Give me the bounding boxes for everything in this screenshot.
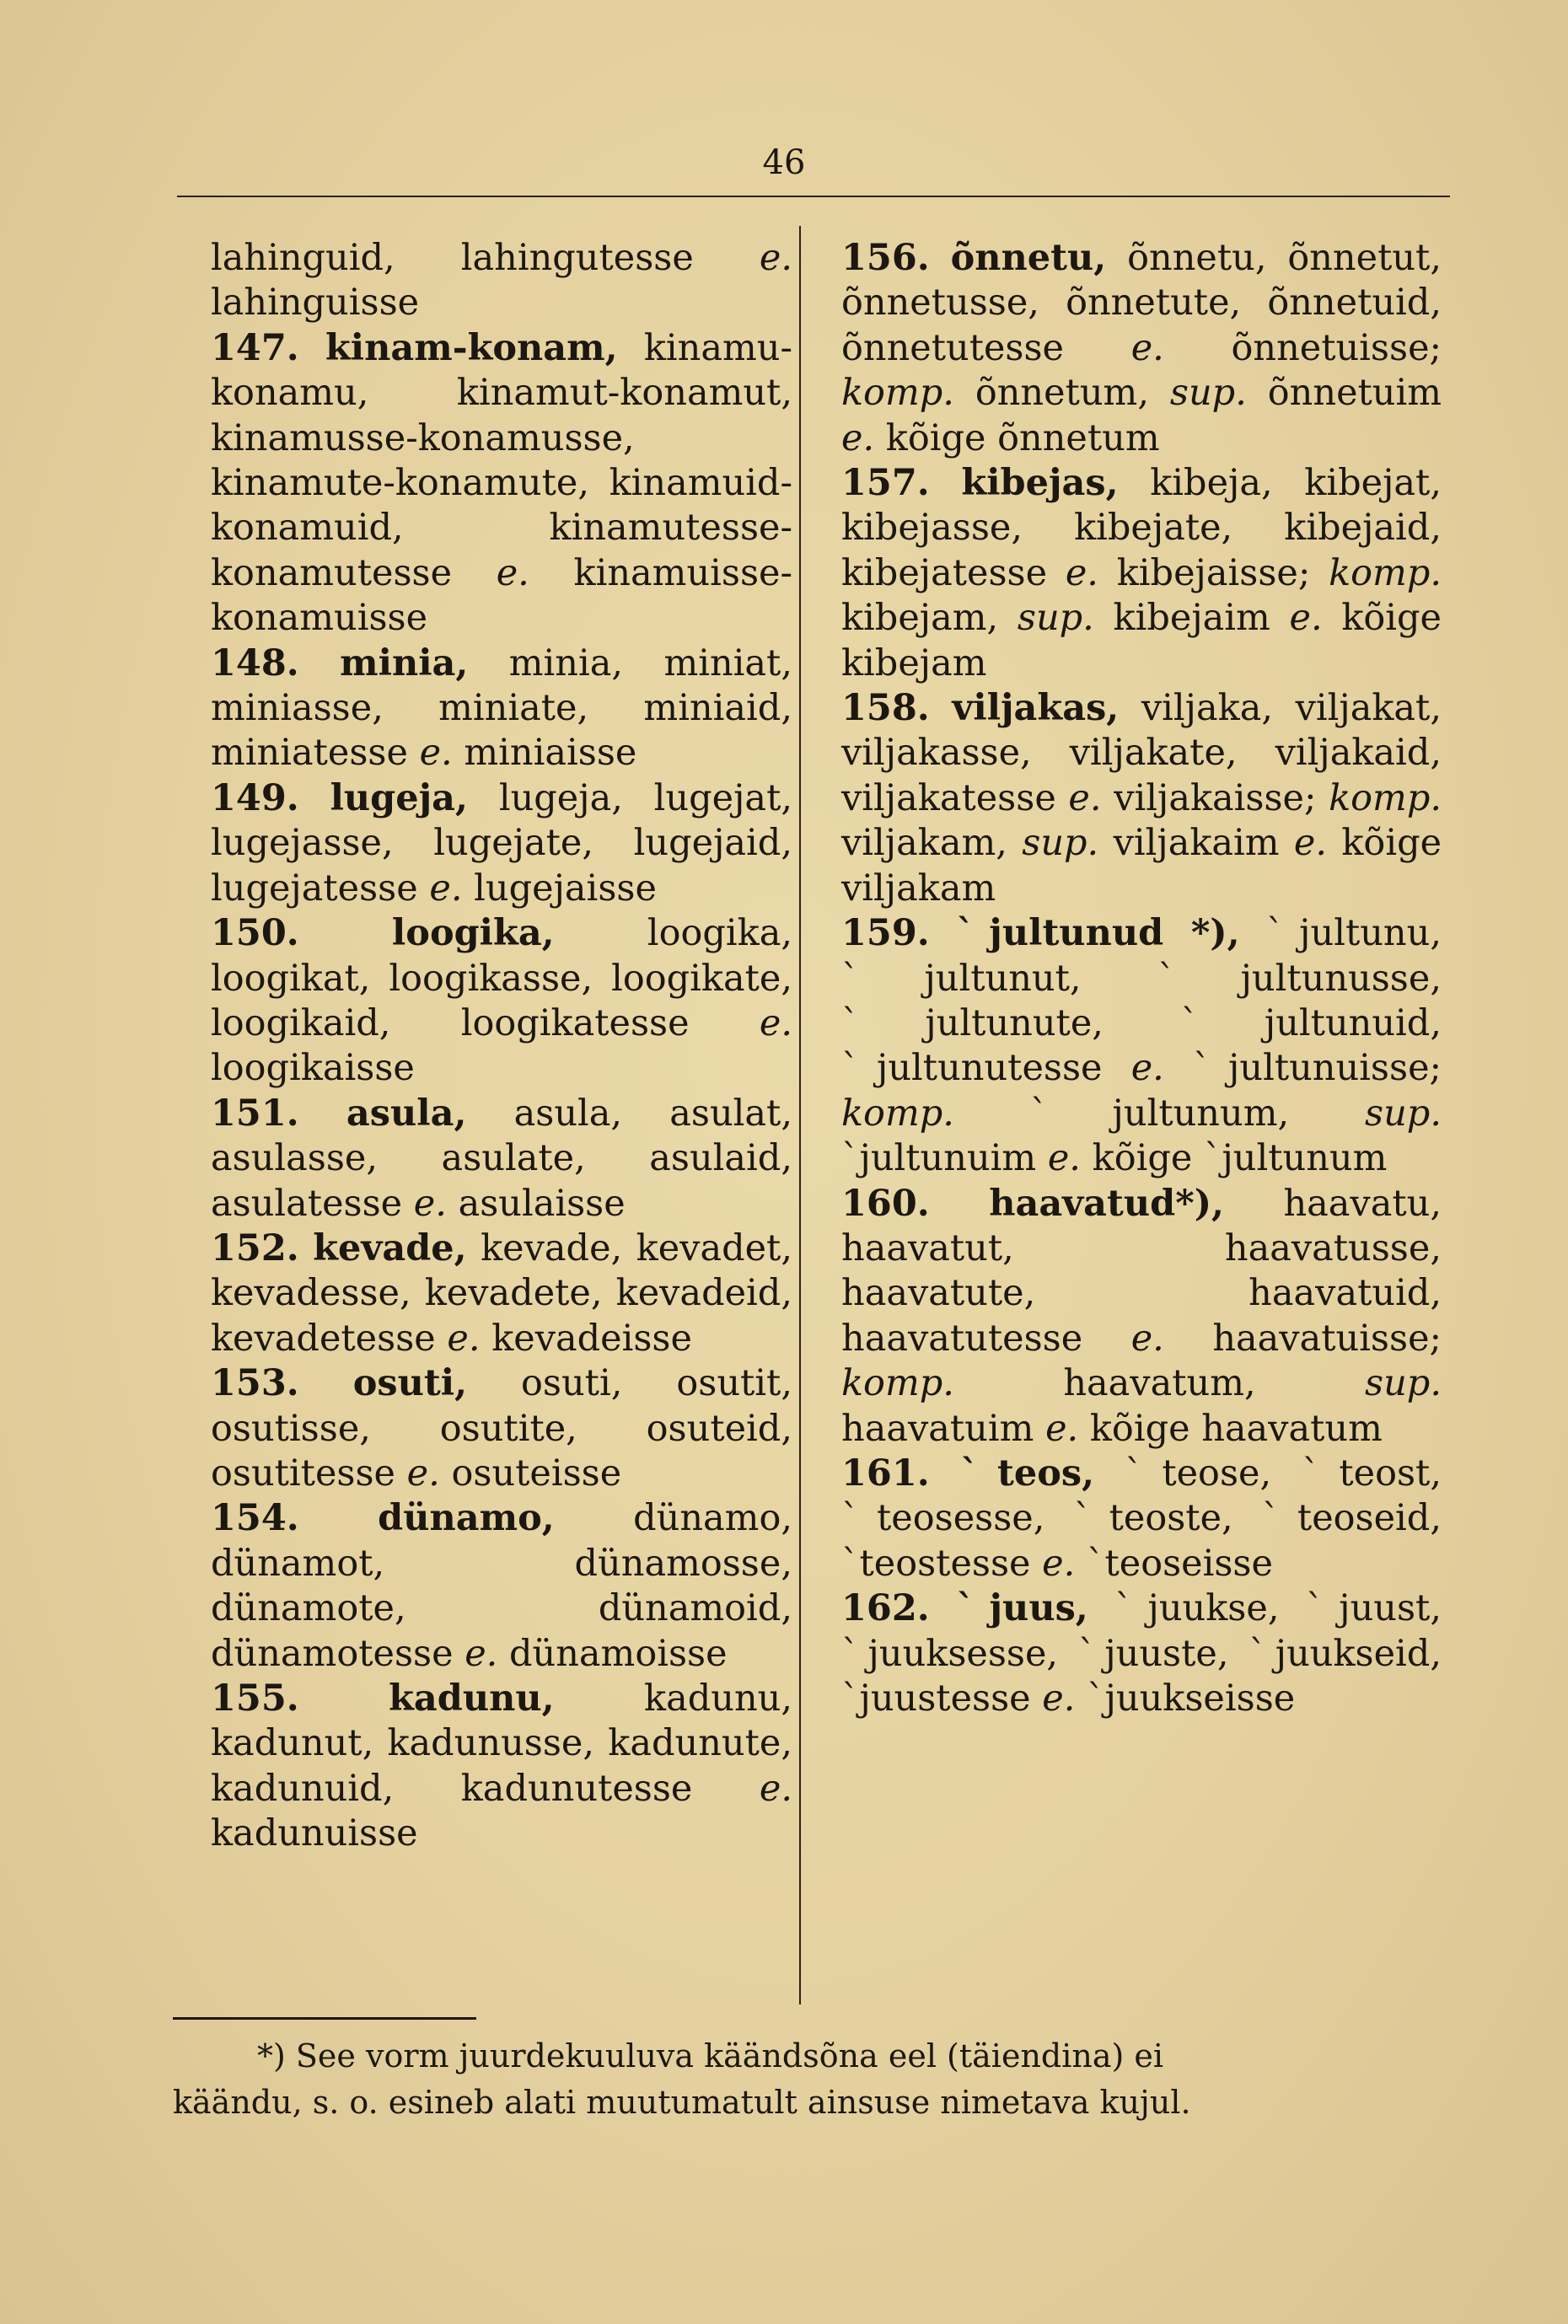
headword: ˋteos, xyxy=(959,1452,1095,1495)
entry-number: 148. xyxy=(211,641,299,684)
entry-number: 151. xyxy=(211,1092,299,1135)
headword: ˋjuus, xyxy=(956,1587,1088,1630)
right-column xyxy=(841,236,1442,1721)
footnote-line-1: *) See vorm juurdekuuluva käändsõna eel (täiendina) ei xyxy=(257,2037,1164,2074)
entry-158: 158. viljakas, viljaka, viljakat, viljakasse, viljakate, viljakaid, viljakatesse e. viljakaisse; komp. viljakam, sup. viljakaim e. kõige viljakam xyxy=(841,687,1442,910)
entry-number: 153. xyxy=(211,1362,299,1405)
entry-159: 159. ˋjultunud *), ˋjultunu, ˋjultunut, ˋjultunusse, ˋjultunute, ˋjultunuid, ˋjultunutesse e. ˋjultunuisse; komp. ˋjultunum, sup. ˋjultunuim e. kõige ˋjultunum xyxy=(841,912,1442,1180)
entry-152: 152. kevade, kevade, kevadet, kevadesse, kevadete, kevadeid, kevadetesse e. kevadeisse xyxy=(211,1226,793,1360)
headword: haavatud*), xyxy=(989,1182,1225,1225)
headword: asula, xyxy=(346,1092,467,1135)
page-number: 46 xyxy=(762,143,806,182)
headword: kinam-konam, xyxy=(325,326,618,369)
entry-number: 158. xyxy=(841,687,930,730)
entry-154: 154. dünamo, dünamo, dünamot, dünamosse, dünamote, dünamoid, dünamotesse e. dünamoisse xyxy=(211,1497,793,1675)
entry-number: 155. xyxy=(211,1677,299,1720)
entry-151: 151. asula, asula, asulat, asulasse, asulate, asulaid, asulatesse e. asulaisse xyxy=(211,1092,792,1225)
entry-149: 149. lugeja, lugeja, lugejat, lugejasse, lugejate, lugejaid, lugejatesse e. lugejaisse xyxy=(211,776,793,910)
entry-146-continuation: lahinguid, lahingutesse e. lahinguisse xyxy=(211,237,792,325)
entry-number: 162. xyxy=(841,1587,930,1630)
footnote-rule xyxy=(173,2017,476,2020)
headword: minia, xyxy=(340,641,469,684)
entry-153: 153. osuti, osuti, osutit, osutisse, osutite, osuteid, osutitesse e. osuteisse xyxy=(211,1362,792,1495)
headword: kibejas, xyxy=(961,462,1119,505)
entry-147: 147. kinam-konam, kinamu-konamu, kinamut-konamut, kinamusse-konamusse, kinamute-konamute, kinamuid-konamuid, kinamutesse-konamutesse e. kinamuisse-konamuisse xyxy=(211,326,793,640)
entry-number: 150. xyxy=(211,912,299,955)
entry-162: 162. ˋjuus, ˋjuukse, ˋjuust, ˋjuuksesse, ˋjuuste, ˋjuukseid, ˋjuustesse e. ˋjuukseisse xyxy=(841,1587,1442,1720)
entry-number: 147. xyxy=(211,326,299,369)
entry-number: 161. xyxy=(841,1452,930,1495)
entry-number: 159. xyxy=(841,912,930,955)
entry-161: 161. ˋteos, ˋteose, ˋteost, ˋteosesse, ˋteoste, ˋteoseid, ˋteostesse e. ˋteoseisse xyxy=(841,1452,1442,1585)
entry-148: 148. minia, minia, miniat, miniasse, miniate, miniaid, miniatesse e. miniaisse xyxy=(211,641,792,775)
headword: kadunu, xyxy=(389,1677,555,1720)
entry-number: 149. xyxy=(211,776,299,819)
headword: lugeja, xyxy=(330,776,468,819)
footnote-line-2: käändu, s. o. esineb alati muutumatult ainsuse nimetava kujul. xyxy=(173,2084,1191,2121)
headword: dünamo, xyxy=(378,1497,555,1540)
header-rule xyxy=(177,196,1450,197)
entry-number: 152. xyxy=(211,1226,299,1269)
entry-155: 155. kadunu, kadunu, kadunut, kadunusse, kadunute, kadunuid, kadunutesse e. kadunuisse xyxy=(211,1677,792,1855)
headword: loogika, xyxy=(391,912,555,955)
entry-number: 154. xyxy=(211,1497,299,1540)
headword: ˋjultunud *), xyxy=(956,912,1240,955)
headword: õnnetu, xyxy=(950,237,1107,279)
entry-number: 156. xyxy=(841,237,930,279)
headword: viljakas, xyxy=(952,687,1120,730)
entry-number: 160. xyxy=(841,1182,930,1225)
left-column xyxy=(211,236,792,1857)
footnote xyxy=(173,2033,1429,2126)
entry-156: 156. õnnetu, õnnetu, õnnetut, õnnetusse, õnnetute, õnnetuid, õnnetutesse e. õnnetuisse; komp. õnnetum, sup. õnnetuim e. kõige õnnetum xyxy=(841,237,1442,459)
headword: osuti, xyxy=(352,1362,468,1405)
headword: kevade, xyxy=(313,1226,467,1269)
entry-160: 160. haavatud*), haavatu, haavatut, haavatusse, haavatute, haavatuid, haavatutesse e. haavatuisse; komp. haavatum, sup. haavatuim e. kõige haavatum xyxy=(841,1182,1442,1450)
column-divider xyxy=(799,226,801,2005)
entry-150: 150. loogika, loogika, loogikat, loogikasse, loogikate, loogikaid, loogikatesse e. loogikaisse xyxy=(211,912,793,1090)
entry-number: 157. xyxy=(841,462,930,505)
entry-157: 157. kibejas, kibeja, kibejat, kibejasse, kibejate, kibejaid, kibejatesse e. kibejaisse; komp. kibejam, sup. kibejaim e. kõige kibejam xyxy=(841,462,1442,684)
